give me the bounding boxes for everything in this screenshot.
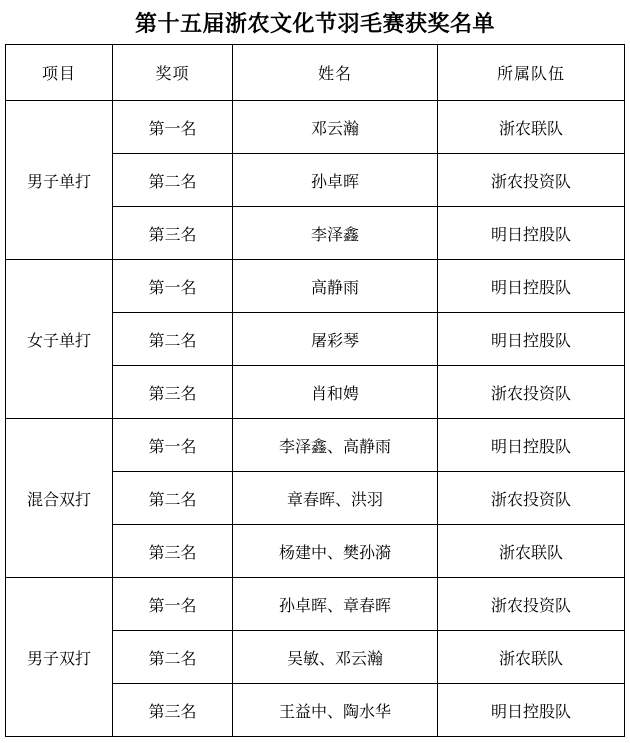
team-cell: 浙农联队 <box>438 631 625 684</box>
header-event: 项目 <box>6 45 113 101</box>
rank-cell: 第二名 <box>113 472 233 525</box>
name-cell: 邓云瀚 <box>233 101 438 154</box>
event-cell: 女子单打 <box>6 260 113 419</box>
name-cell: 李泽鑫、高静雨 <box>233 419 438 472</box>
rank-cell: 第三名 <box>113 525 233 578</box>
rank-cell: 第二名 <box>113 631 233 684</box>
rank-cell: 第一名 <box>113 419 233 472</box>
team-cell: 浙农投资队 <box>438 578 625 631</box>
name-cell: 孙卓晖、章春晖 <box>233 578 438 631</box>
name-cell: 章春晖、洪羽 <box>233 472 438 525</box>
rank-cell: 第三名 <box>113 684 233 737</box>
awards-table <box>5 44 625 737</box>
rank-cell: 第二名 <box>113 154 233 207</box>
header-rank: 奖项 <box>113 45 233 101</box>
table-row <box>6 578 625 631</box>
team-cell: 明日控股队 <box>438 419 625 472</box>
team-cell: 浙农联队 <box>438 525 625 578</box>
team-cell: 浙农联队 <box>438 101 625 154</box>
name-cell: 王益中、陶水华 <box>233 684 438 737</box>
event-cell: 男子单打 <box>6 101 113 260</box>
team-cell: 浙农投资队 <box>438 472 625 525</box>
header-team: 所属队伍 <box>438 45 625 101</box>
name-cell: 孙卓晖 <box>233 154 438 207</box>
event-cell: 男子双打 <box>6 578 113 737</box>
name-cell: 李泽鑫 <box>233 207 438 260</box>
rank-cell: 第一名 <box>113 260 233 313</box>
rank-cell: 第三名 <box>113 207 233 260</box>
table-row <box>6 419 625 472</box>
name-cell: 吴敏、邓云瀚 <box>233 631 438 684</box>
name-cell: 肖和娉 <box>233 366 438 419</box>
header-row <box>6 45 625 101</box>
team-cell: 明日控股队 <box>438 207 625 260</box>
rank-cell: 第二名 <box>113 313 233 366</box>
team-cell: 明日控股队 <box>438 260 625 313</box>
table-row <box>6 260 625 313</box>
team-cell: 浙农投资队 <box>438 154 625 207</box>
name-cell: 高静雨 <box>233 260 438 313</box>
event-cell: 混合双打 <box>6 419 113 578</box>
rank-cell: 第一名 <box>113 101 233 154</box>
team-cell: 明日控股队 <box>438 313 625 366</box>
header-name: 姓名 <box>233 45 438 101</box>
document-title: 第十五届浙农文化节羽毛赛获奖名单 <box>134 11 495 36</box>
team-cell: 浙农投资队 <box>438 366 625 419</box>
name-cell: 杨建中、樊孙漪 <box>233 525 438 578</box>
table-row <box>6 101 625 154</box>
rank-cell: 第一名 <box>113 578 233 631</box>
team-cell: 明日控股队 <box>438 684 625 737</box>
name-cell: 屠彩琴 <box>233 313 438 366</box>
rank-cell: 第三名 <box>113 366 233 419</box>
